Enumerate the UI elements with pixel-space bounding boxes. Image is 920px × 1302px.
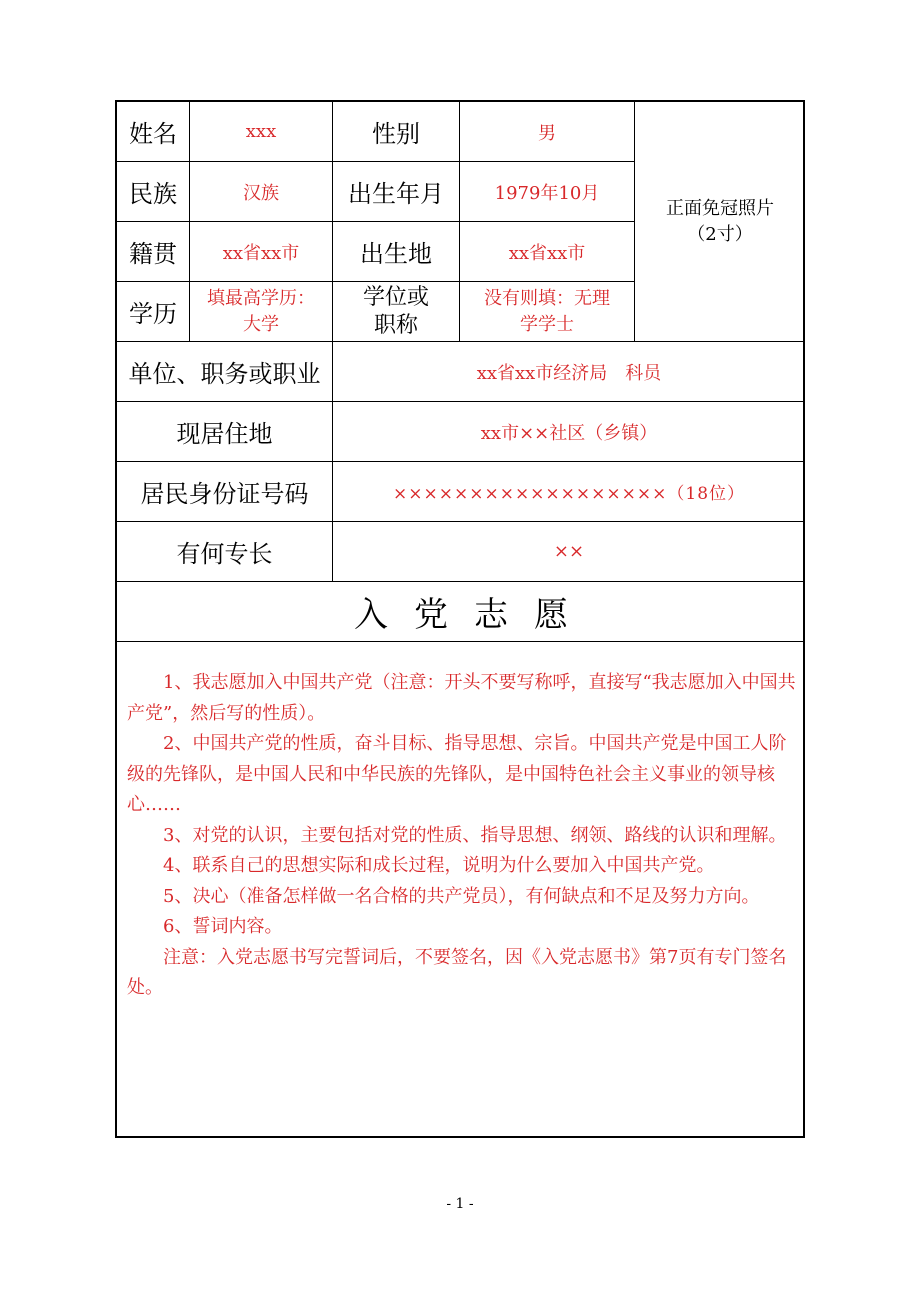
gender-value: 男 <box>460 102 635 162</box>
ethnicity-label: 民族 <box>117 162 190 222</box>
ethnicity-value: 汉族 <box>190 162 333 222</box>
birthplace-value: xx省xx市 <box>460 222 635 282</box>
paragraph-3: 3、对党的认识，主要包括对党的性质、指导思想、纲领、路线的认识和理解。 <box>163 824 787 846</box>
page-number: - 1 - <box>446 1196 474 1212</box>
residence-value: xx市××社区（乡镇） <box>333 402 805 462</box>
application-form <box>115 100 805 1138</box>
residence-label: 现居住地 <box>117 402 333 462</box>
paragraph-6: 6、誓词内容。 <box>163 916 283 937</box>
name-label: 姓名 <box>117 102 190 162</box>
id-number-label: 居民身份证号码 <box>117 462 333 522</box>
paragraph-note: 注意：入党志愿书写完誓词后，不要签名，因《入党志愿书》第7页有专门签名处。 <box>127 946 787 998</box>
native-label: 籍贯 <box>117 222 190 282</box>
skills-value: ×× <box>333 522 805 582</box>
birthplace-label: 出生地 <box>333 222 460 282</box>
education-value: 填最高学历：大学 <box>190 282 333 342</box>
application-body <box>117 642 805 1004</box>
paragraph-1: 1、我志愿加入中国共产党（注意：开头不要写称呼，直接写“我志愿加入中国共产党”，然后写的性质）。 <box>127 672 796 724</box>
photo-placeholder <box>635 102 805 342</box>
section-title: 入党志愿 <box>117 582 805 642</box>
id-number-value: ××××××××××××××××××（18位） <box>333 462 805 522</box>
employer-value: xx省xx市经济局 科员 <box>333 342 805 402</box>
education-label: 学历 <box>117 282 190 342</box>
birth-label: 出生年月 <box>333 162 460 222</box>
paragraph-2: 2、中国共产党的性质，奋斗目标、指导思想、宗旨。中国共产党是中国工人阶级的先锋队，是中国人民和中华民族的先锋队，是中国特色社会主义事业的领导核心…… <box>127 733 787 815</box>
gender-label: 性别 <box>333 102 460 162</box>
paragraph-4: 4、联系自己的思想实际和成长过程，说明为什么要加入中国共产党。 <box>163 855 715 876</box>
skills-label: 有何专长 <box>117 522 333 582</box>
name-value: xxx <box>190 102 333 162</box>
paragraph-5: 5、决心（准备怎样做一名合格的共产党员），有何缺点和不足及努力方向。 <box>163 885 760 907</box>
photo-note: 正面免冠照片（2寸） <box>666 197 774 245</box>
native-value: xx省xx市 <box>190 222 333 282</box>
degree-label: 学位或职称 <box>333 282 460 342</box>
birth-value: 1979年10月 <box>460 162 635 222</box>
degree-value: 没有则填：无理学学士 <box>460 282 635 342</box>
employer-label: 单位、职务或职业 <box>117 342 333 402</box>
